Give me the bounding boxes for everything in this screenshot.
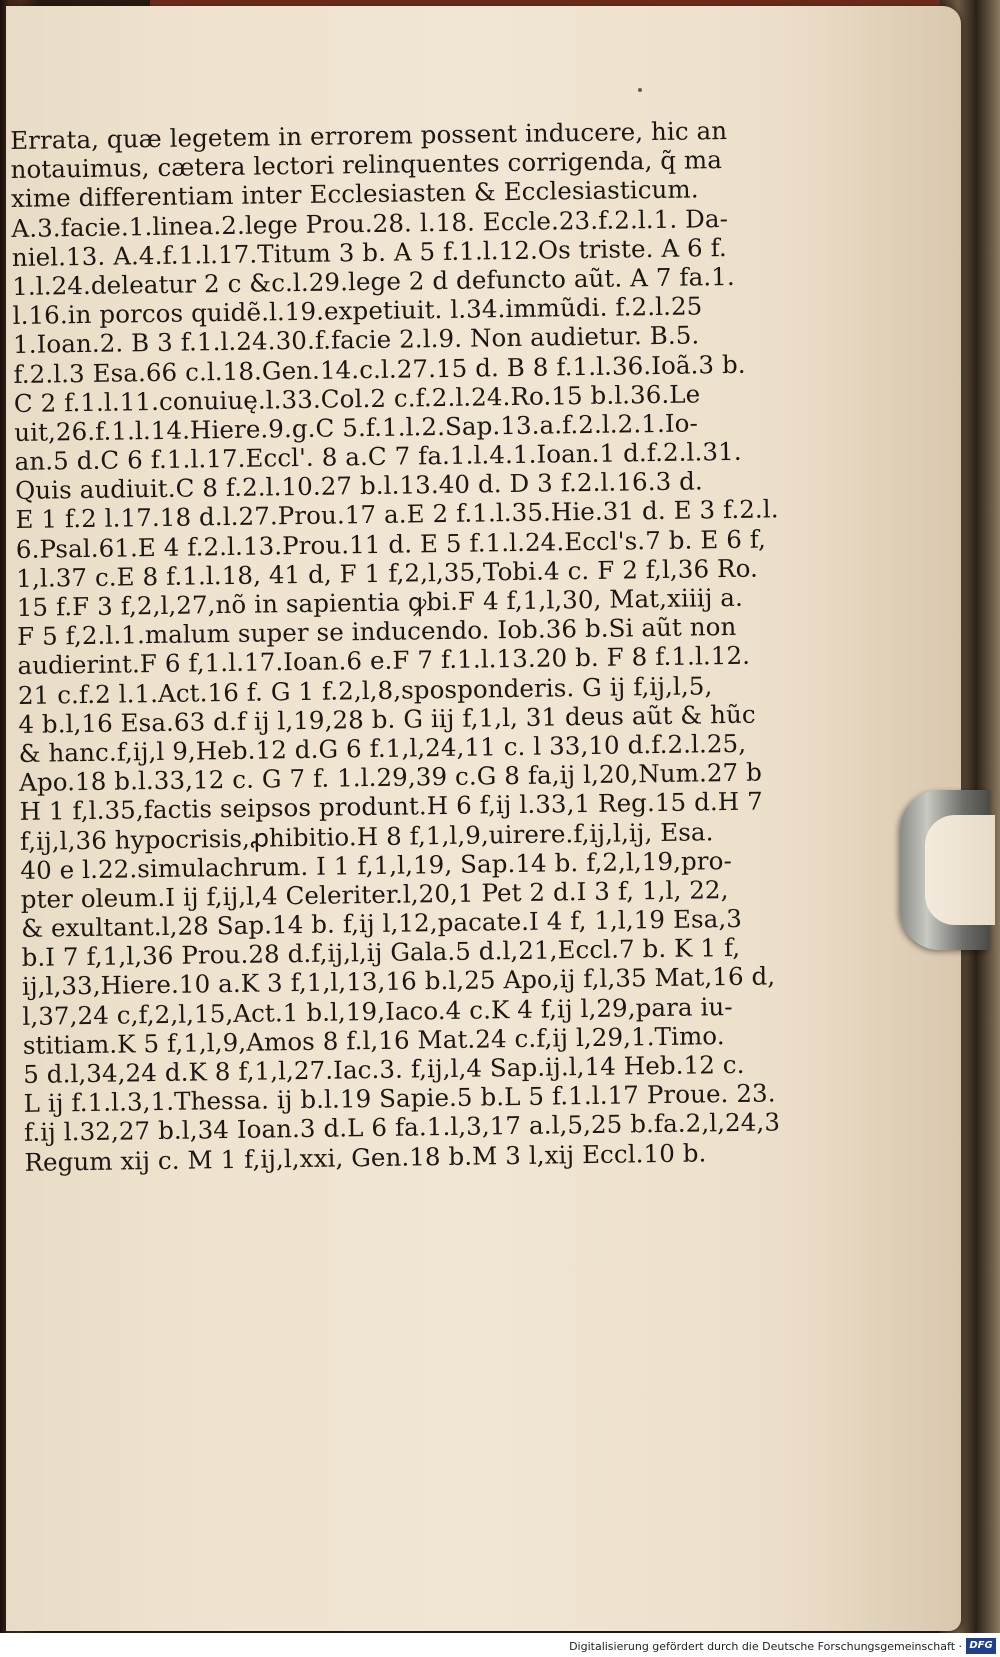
text-line: 1.l.24.deleatur 2 c &c.l.29.lege 2 d defuncto aũt. A 7 fa.1. — [12, 261, 735, 301]
text-line: notauimus, cætera lectori relinquentes corrigenda, q̃ ma — [10, 145, 723, 185]
errata-text-block — [10, 115, 781, 1177]
text-line: F 5 f,2.l.1.malum super se inducendo. Iob.36 b.Si aũt non — [16, 612, 737, 652]
text-line: Errata, quæ legetem in errorem possent inducere, hic an — [10, 115, 728, 155]
text-line: niel.13. A.4.f.1.l.17.Titum 3 b. A 5 f.1.l.12.Os triste. A 6 f. — [11, 232, 727, 272]
text-line: b.I 7 f,1,l,36 Prou.28 d.f,ij,l,ij Gala.5 d.l,21,Eccl.7 b. K 1 f, — [21, 933, 741, 973]
text-line: 21 c.f.2 l.1.Act.16 f. G 1 f.2,l,8,sposponderis. G ij f,ij,l,5, — [17, 670, 713, 710]
text-line: 1.Ioan.2. B 3 f.1.l.24.30.f.facie 2.l.9. Non audietur. B.5. — [12, 320, 700, 360]
text-line: 40 e l.22.simulachrum. I 1 f,1,l,19, Sap.14 b. f,2,l,19,pro- — [20, 845, 733, 885]
text-line: Regum xij c. M 1 f,ij,l,xxi, Gen.18 b.M 3 l,xij Eccl.10 b. — [24, 1137, 707, 1177]
text-line: ij,l,33,Hiere.10 a.K 3 f,1,l,13,16 b.l,25 Apo,ij f,l,35 Mat,16 d, — [21, 961, 776, 1002]
dfg-logo: DFG — [966, 1638, 996, 1654]
ink-dot — [638, 88, 642, 92]
text-line: 15 f.F 3 f,2,l,27,nõ in sapientia ꝙbi.F 4 f,1,l,30, Mat,xiiij a. — [16, 582, 744, 622]
text-line: pter oleum.I ij f,ij,l,4 Celeriter.l,20,1 Pet 2 d.I 3 f, 1,l, 22, — [20, 874, 729, 914]
text-line: 4 b.l,16 Esa.63 d.f ij l,19,28 b. G iij f,1,l, 31 deus aũt & hũc — [18, 699, 756, 739]
text-line: l,37,24 c,f,2,l,15,Act.1 b.l,19,Iaco.4 c.K 4 f,ij l,29,para iu- — [22, 991, 733, 1031]
text-line: L ij f.1.l.3,1.Thessa. ij b.l.19 Sapie.5 b.L 5 f.1.l.17 Proue. 23. — [23, 1078, 776, 1119]
text-line: Quis audiuit.C 8 f.2.l.10.27 b.l.13.40 d. D 3 f.2.l.16.3 d. — [14, 466, 704, 506]
text-line: A.3.facie.1.linea.2.lege Prou.28. l.18. Eccle.23.f.2.l.1. Da- — [11, 203, 729, 243]
metal-clasp-opening — [925, 815, 995, 925]
text-line: Apo.18 b.l.33,12 c. G 7 f. 1.l.29,39 c.G 8 fa,ij l,20,Num.27 b — [18, 757, 763, 798]
text-line: C 2 f.1.l.11.conuiuę.l.33.Col.2 c.f.2.l.24.Ro.15 b.l.36.Le — [13, 379, 701, 418]
text-line: an.5 d.C 6 f.1.l.17.Eccl'. 8 a.C 7 fa.1.l.4.1.Ioan.1 d.f.2.l.31. — [14, 436, 742, 477]
text-line: 6.Psal.61.E 4 f.2.l.13.Prou.11 d. E 5 f.1.l.24.Eccl's.7 b. E 6 f, — [15, 524, 767, 564]
text-line: & hanc.f,ij,l 9,Heb.12 d.G 6 f.1,l,24,11 c. l 33,10 d.f.2.l.25, — [18, 728, 747, 768]
text-line: f.ij l.32,27 b.l,34 Ioan.3 d.L 6 fa.1.l,3,17 a.l,5,25 b.fa.2,l,24,3 — [23, 1107, 781, 1148]
footer-bar — [0, 1633, 1000, 1657]
footer-credit-text: Digitalisierung gefördert durch die Deutsche Forschungsgemeinschaft · — [569, 1640, 962, 1653]
text-line: xime differentiam inter Ecclesiasten & Ecclesiasticum. — [10, 174, 699, 214]
text-line: H 1 f,l.35,factis seipsos produnt.H 6 f,ij l.33,1 Reg.15 d.H 7 — [19, 786, 764, 827]
text-line: 1,l.37 c.E 8 f.1.l.18, 41 d, F 1 f,2,l,35,Tobi.4 c. F 2 f,l,36 Ro. — [16, 553, 759, 593]
text-line: uit,26.f.1.l.14.Hiere.9.g.C 5.f.1.l.2.Sap.13.a.f.2.l.2.1.Io- — [14, 408, 699, 447]
text-line: & exultant.l,28 Sap.14 b. f,ij l,12,pacate.I 4 f, 1,l,19 Esa,3 — [21, 903, 743, 943]
text-line: 5 d.l,34,24 d.K 8 f,1,l,27.Iac.3. f,ij,l,4 Sap.ij.l,14 Heb.12 c. — [23, 1049, 745, 1089]
text-line: f.2.l.3 Esa.66 c.l.18.Gen.14.c.l.27.15 d. B 8 f.1.l.36.Ioã.3 b. — [13, 349, 746, 389]
text-line: E 1 f.2 l.17.18 d.l.27.Prou.17 a.E 2 f.1.l.35.Hie.31 d. E 3 f.2.l. — [15, 494, 779, 535]
text-line: audierint.F 6 f,1.l.17.Ioan.6 e.F 7 f.1.l.13.20 b. F 8 f.1.l.12. — [17, 641, 751, 681]
text-line: f,ij,l,36 hypocrisis,ꝓhibitio.H 8 f,1,l,9,uirere.f,ij,l,ij, Esa. — [19, 816, 714, 856]
text-line: stitiam.K 5 f,1,l,9,Amos 8 f.l,16 Mat.24 c.f,ij l,29,1.Timo. — [22, 1020, 725, 1060]
text-line: l.16.in porcos quidẽ.l.19.expetiuit. l.34.immũdi. f.2.l.25 — [12, 291, 703, 331]
